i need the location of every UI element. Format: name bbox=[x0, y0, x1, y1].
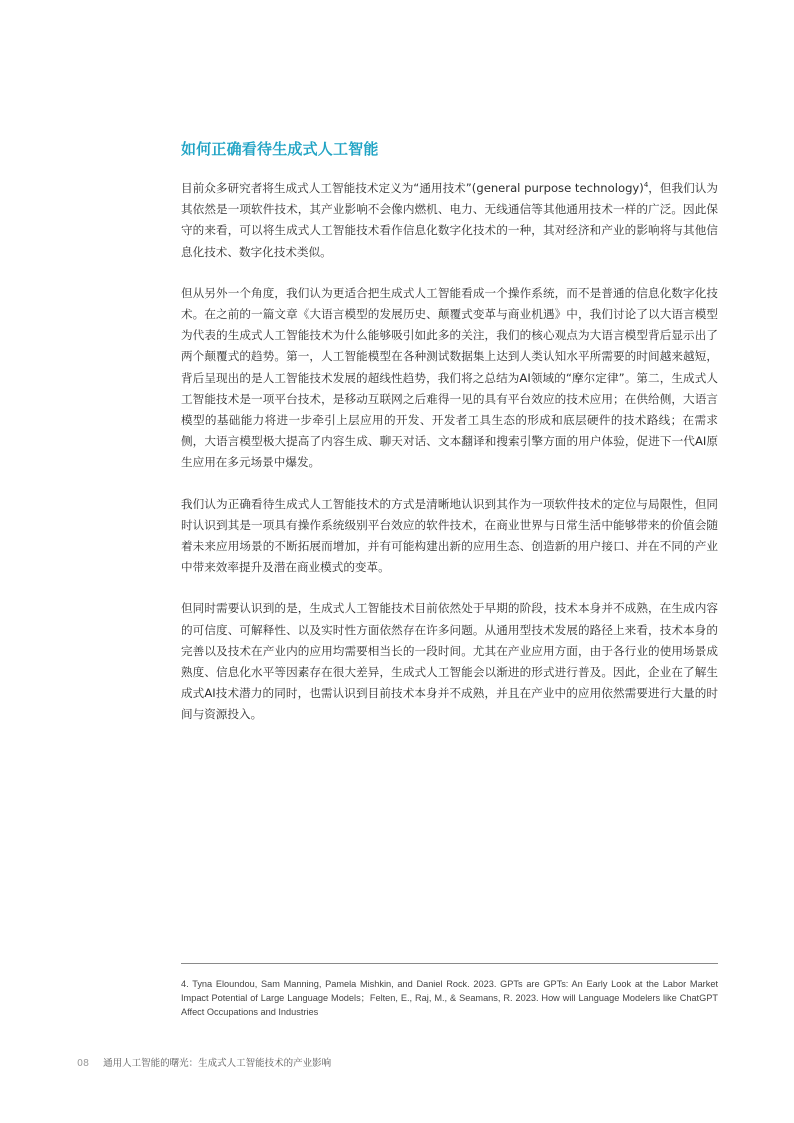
footnote: 4. Tyna Eloundou, Sam Manning, Pamela Mishkin, and Daniel Rock. 2023. GPTs are GPTs: An Early Look at the Labor Market Impact Potential of Large Language Models；Felten, E., Raj, M., & Seamans, R. 2023. How will Language Modelers like ChatGPT Affect Occupations and Industries bbox=[181, 979, 718, 1018]
body-text bbox=[181, 178, 718, 746]
footer-title: 通用人工智能的曙光：生成式人工智能技术的产业影响 bbox=[103, 1058, 332, 1069]
paragraph-1-text-a: 目前众多研究者将生成式人工智能技术定义为“通用技术”(general purpose technology) bbox=[181, 181, 644, 195]
paragraph-4: 但同时需要认识到的是，生成式人工智能技术目前依然处于早期的阶段，技术本身并不成熟，在生成内容的可信度、可解释性、以及实时性方面依然存在许多问题。从通用型技术发展的路径上来看，技术本身的完善以及技术在产业内的应用均需要相当长的一段时间。尤其在产业应用方面，由于各行业的使用场景成熟度、信息化水平等因素存在很大差异，生成式人工智能会以渐进的形式进行普及。因此，企业在了解生成式AI技术潜力的同时，也需认识到目前技术本身并不成熟，并且在产业中的应用依然需要进行大量的时间与资源投入。 bbox=[181, 601, 718, 722]
section-title: 如何正确看待生成式人工智能 bbox=[181, 140, 379, 158]
paragraph-1 bbox=[181, 178, 718, 263]
page-number: 08 bbox=[77, 1058, 90, 1069]
paragraph-2: 但从另外一个角度，我们认为更适合把生成式人工智能看成一个操作系统，而不是普通的信息化数字化技术。在之前的一篇文章《大语言模型的发展历史、颠覆式变革与商业机遇》中，我们讨论了以大语言模型为代表的生成式人工智能技术为什么能够吸引如此多的关注，我们的核心观点为大语言模型背后显示出了两个颠覆式的趋势。第一，人工智能模型在各种测试数据集上达到人类认知水平所需要的时间越来越短，背后呈现出的是人工智能技术发展的超线性趋势，我们将之总结为AI领域的“摩尔定律”。第二，生成式人工智能技术是一项平台技术，是移动互联网之后难得一见的具有平台效应的技术应用；在供给侧，大语言模型的基础能力将进一步牵引上层应用的开发、开发者工具生态的形成和底层硬件的技术路线；在需求侧，大语言模型极大提高了内容生成、聊天对话、文本翻译和搜索引擎方面的用户体验，促进下一代AI原生应用在多元场景中爆发。 bbox=[181, 285, 718, 470]
paragraph-1-text-b: ，但我们认为其依然是一项软件技术，其产业影响不会像内燃机、电力、无线通信等其他通用技术一样的广泛。因此保守的来看，可以将生成式人工智能技术看作信息化数字化技术的一种，其对经济和产业的影响将与其他信息化技术、数字化技术类似。 bbox=[181, 181, 718, 259]
page-footer bbox=[77, 1055, 331, 1069]
paragraph-3: 我们认为正确看待生成式人工智能技术的方式是清晰地认识到其作为一项软件技术的定位与局限性，但同时认识到其是一项具有操作系统级别平台效应的软件技术，在商业世界与日常生活中能够带来的价值会随着未来应用场景的不断拓展而增加，并有可能构建出新的应用生态、创造新的用户接口、并在不同的产业中带来效率提升及潜在商业模式的变革。 bbox=[181, 496, 718, 575]
footnote-divider bbox=[181, 963, 718, 964]
footnote-ref[interactable]: 4 bbox=[643, 181, 649, 190]
